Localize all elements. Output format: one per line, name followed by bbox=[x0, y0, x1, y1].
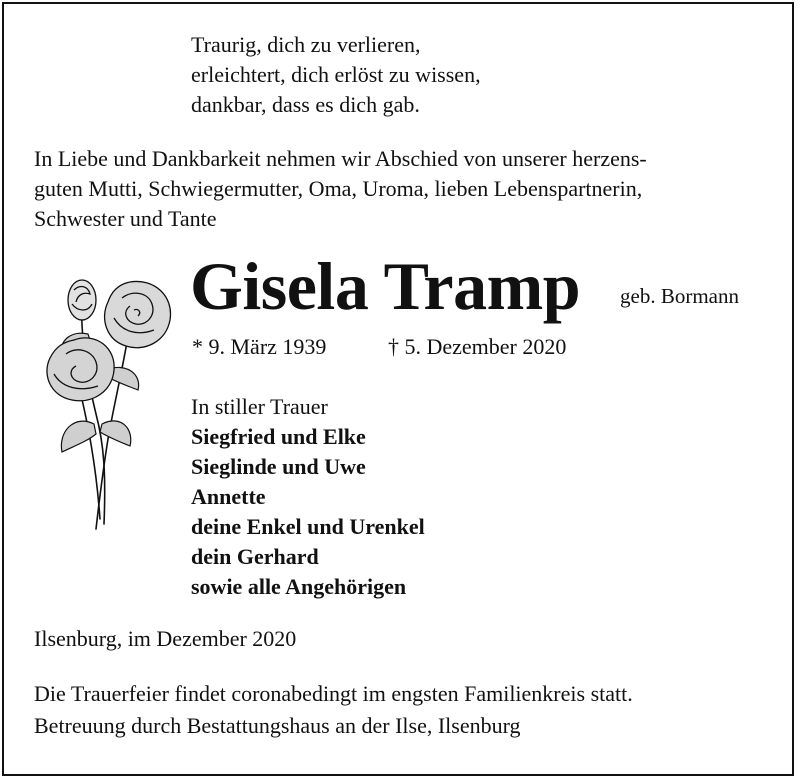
intro-line: In Liebe und Dankbarkeit nehmen wir Abschied von unserer herzens- bbox=[34, 146, 647, 171]
mourners-heading: In stiller Trauer bbox=[191, 394, 328, 419]
roses-icon bbox=[34, 274, 184, 534]
mourner-name: deine Enkel und Urenkel bbox=[191, 514, 425, 539]
place-date: Ilsenburg, im Dezember 2020 bbox=[34, 626, 297, 651]
mourner-name: sowie alle Angehörigen bbox=[191, 574, 407, 599]
mourners-list bbox=[191, 392, 425, 602]
intro-line: Schwester und Tante bbox=[34, 206, 217, 231]
poem-line: dankbar, dass es dich gab. bbox=[191, 92, 420, 117]
birth-date: * 9. März 1939 bbox=[192, 334, 327, 359]
funeral-notes bbox=[34, 678, 633, 742]
intro-text bbox=[34, 144, 774, 234]
note-line: Betreuung durch Bestattungshaus an der Ilse, Ilsenburg bbox=[34, 713, 521, 738]
poem bbox=[191, 30, 481, 120]
mourner-name: dein Gerhard bbox=[191, 544, 319, 569]
note-line: Die Trauerfeier findet coronabedingt im engsten Familienkreis statt. bbox=[34, 681, 633, 706]
mourner-name: Annette bbox=[191, 484, 266, 509]
deceased-name: Gisela Tramp bbox=[190, 248, 581, 324]
mourner-name: Sieglinde und Uwe bbox=[191, 454, 366, 479]
maiden-name: geb. Bormann bbox=[620, 284, 739, 308]
poem-line: erleichtert, dich erlöst zu wissen, bbox=[191, 62, 481, 87]
intro-line: guten Mutti, Schwiegermutter, Oma, Uroma, lieben Lebenspartnerin, bbox=[34, 176, 643, 201]
death-date: † 5. Dezember 2020 bbox=[388, 334, 567, 359]
mourner-name: Siegfried und Elke bbox=[191, 424, 366, 449]
poem-line: Traurig, dich zu verlieren, bbox=[191, 32, 421, 57]
